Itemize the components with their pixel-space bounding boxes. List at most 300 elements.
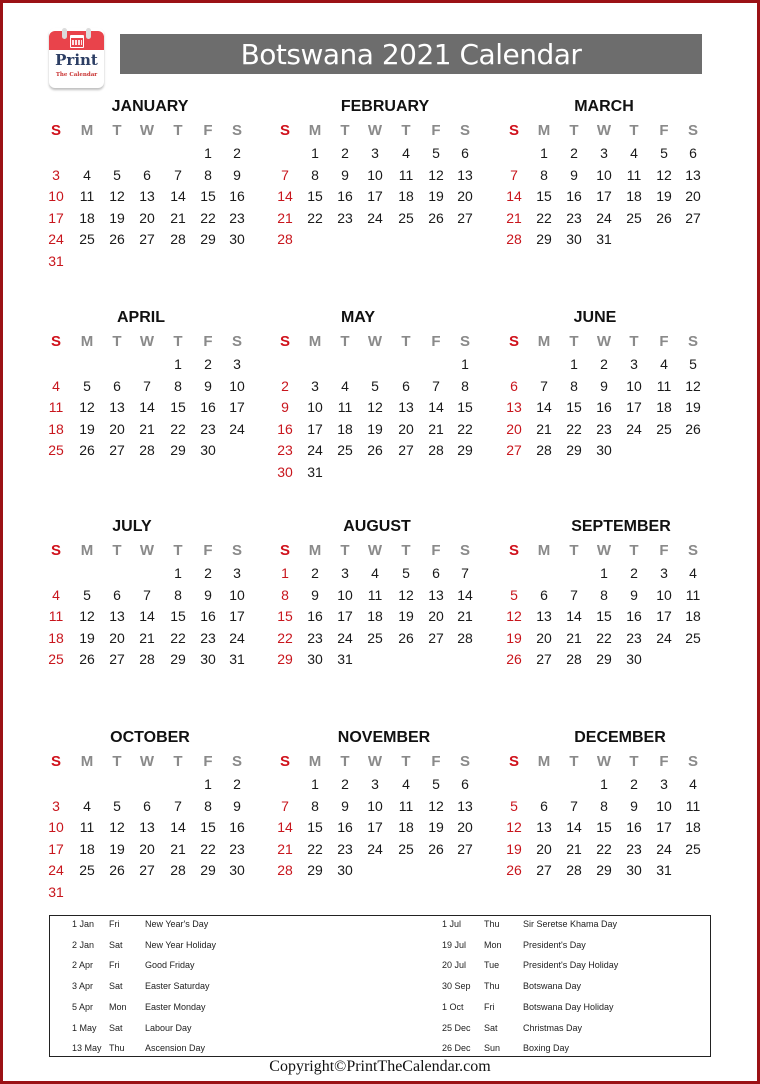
day-cell[interactable]: 17 [307, 420, 323, 437]
day-cell[interactable]: 3 [630, 356, 638, 372]
day-cell[interactable]: 20 [457, 819, 473, 836]
day-cell[interactable]: 4 [83, 797, 91, 814]
day-cell[interactable]: 15 [536, 188, 552, 205]
day-cell[interactable]: 20 [428, 608, 444, 625]
day-cell[interactable]: 17 [626, 399, 642, 416]
day-cell[interactable]: 25 [398, 209, 414, 226]
day-cell[interactable]: 3 [52, 797, 60, 814]
day-cell[interactable]: 20 [109, 629, 125, 646]
day-cell[interactable]: 21 [506, 209, 522, 226]
day-cell[interactable]: 27 [457, 840, 473, 857]
day-cell[interactable]: 20 [139, 209, 155, 226]
day-cell[interactable]: 17 [596, 188, 612, 205]
day-cell[interactable]: 4 [52, 586, 60, 603]
day-cell[interactable]: 19 [109, 840, 125, 857]
day-cell[interactable]: 21 [139, 420, 155, 437]
day-cell[interactable]: 30 [596, 442, 612, 459]
day-cell[interactable]: 25 [48, 442, 64, 459]
day-cell[interactable]: 7 [281, 166, 289, 183]
day-cell[interactable]: 18 [656, 399, 672, 416]
day-cell[interactable]: 16 [337, 188, 353, 205]
day-cell[interactable]: 25 [337, 442, 353, 459]
day-cell[interactable]: 12 [398, 586, 414, 603]
day-cell[interactable]: 15 [170, 608, 186, 625]
day-cell[interactable]: 22 [307, 840, 323, 857]
day-cell[interactable]: 18 [398, 188, 414, 205]
day-cell[interactable]: 28 [277, 231, 293, 248]
day-cell[interactable]: 31 [656, 862, 672, 879]
day-cell[interactable]: 11 [79, 188, 95, 205]
day-cell[interactable]: 1 [540, 145, 548, 161]
day-cell[interactable]: 24 [48, 862, 64, 879]
day-cell[interactable]: 12 [109, 819, 125, 836]
day-cell[interactable]: 21 [457, 608, 473, 625]
day-cell[interactable]: 9 [233, 797, 241, 814]
day-cell[interactable]: 27 [457, 209, 473, 226]
day-cell[interactable]: 27 [139, 862, 155, 879]
day-cell[interactable]: 7 [540, 377, 548, 394]
day-cell[interactable]: 24 [656, 840, 672, 857]
day-cell[interactable]: 13 [536, 608, 552, 625]
day-cell[interactable]: 24 [656, 629, 672, 646]
day-cell[interactable]: 31 [48, 884, 64, 900]
day-cell[interactable]: 29 [277, 651, 293, 668]
day-cell[interactable]: 3 [341, 565, 349, 581]
day-cell[interactable]: 13 [428, 586, 444, 603]
day-cell[interactable]: 14 [536, 399, 552, 416]
day-cell[interactable]: 16 [566, 188, 582, 205]
day-cell[interactable]: 11 [626, 166, 642, 183]
day-cell[interactable]: 26 [367, 442, 383, 459]
day-cell[interactable]: 2 [570, 145, 578, 161]
day-cell[interactable]: 26 [398, 629, 414, 646]
day-cell[interactable]: 30 [626, 651, 642, 668]
day-cell[interactable]: 2 [233, 776, 241, 792]
day-cell[interactable]: 4 [83, 166, 91, 183]
day-cell[interactable]: 19 [656, 188, 672, 205]
day-cell[interactable]: 28 [170, 862, 186, 879]
day-cell[interactable]: 4 [52, 377, 60, 394]
day-cell[interactable]: 10 [307, 399, 323, 416]
day-cell[interactable]: 26 [79, 651, 95, 668]
day-cell[interactable]: 2 [204, 356, 212, 372]
day-cell[interactable]: 6 [540, 586, 548, 603]
day-cell[interactable]: 25 [656, 420, 672, 437]
day-cell[interactable]: 30 [566, 231, 582, 248]
day-cell[interactable]: 30 [337, 862, 353, 879]
day-cell[interactable]: 20 [685, 188, 701, 205]
day-cell[interactable]: 8 [174, 586, 182, 603]
day-cell[interactable]: 8 [174, 377, 182, 394]
day-cell[interactable]: 23 [337, 840, 353, 857]
day-cell[interactable]: 19 [506, 629, 522, 646]
day-cell[interactable]: 10 [229, 586, 245, 603]
day-cell[interactable]: 5 [432, 776, 440, 792]
day-cell[interactable]: 9 [630, 797, 638, 814]
day-cell[interactable]: 28 [277, 862, 293, 879]
day-cell[interactable]: 21 [170, 209, 186, 226]
day-cell[interactable]: 29 [307, 862, 323, 879]
day-cell[interactable]: 11 [79, 819, 95, 836]
day-cell[interactable]: 23 [307, 629, 323, 646]
day-cell[interactable]: 1 [600, 565, 608, 581]
day-cell[interactable]: 15 [170, 399, 186, 416]
day-cell[interactable]: 22 [596, 840, 612, 857]
day-cell[interactable]: 20 [398, 420, 414, 437]
day-cell[interactable]: 24 [229, 420, 245, 437]
day-cell[interactable]: 23 [566, 209, 582, 226]
day-cell[interactable]: 7 [570, 586, 578, 603]
day-cell[interactable]: 1 [204, 776, 212, 792]
day-cell[interactable]: 20 [506, 420, 522, 437]
day-cell[interactable]: 10 [367, 797, 383, 814]
day-cell[interactable]: 6 [113, 377, 121, 394]
day-cell[interactable]: 1 [600, 776, 608, 792]
day-cell[interactable]: 13 [506, 399, 522, 416]
day-cell[interactable]: 13 [536, 819, 552, 836]
day-cell[interactable]: 24 [337, 629, 353, 646]
day-cell[interactable]: 12 [79, 399, 95, 416]
day-cell[interactable]: 19 [79, 420, 95, 437]
day-cell[interactable]: 23 [626, 629, 642, 646]
day-cell[interactable]: 28 [139, 442, 155, 459]
day-cell[interactable]: 1 [461, 356, 469, 372]
day-cell[interactable]: 27 [685, 209, 701, 226]
day-cell[interactable]: 7 [432, 377, 440, 394]
day-cell[interactable]: 16 [596, 399, 612, 416]
day-cell[interactable]: 17 [48, 209, 64, 226]
day-cell[interactable]: 20 [109, 420, 125, 437]
day-cell[interactable]: 28 [566, 651, 582, 668]
day-cell[interactable]: 24 [367, 840, 383, 857]
day-cell[interactable]: 18 [626, 188, 642, 205]
day-cell[interactable]: 9 [341, 166, 349, 183]
day-cell[interactable]: 22 [200, 209, 216, 226]
day-cell[interactable]: 14 [566, 608, 582, 625]
day-cell[interactable]: 3 [600, 145, 608, 161]
day-cell[interactable]: 10 [48, 819, 64, 836]
day-cell[interactable]: 5 [113, 797, 121, 814]
day-cell[interactable]: 17 [367, 819, 383, 836]
day-cell[interactable]: 14 [506, 188, 522, 205]
day-cell[interactable]: 29 [170, 651, 186, 668]
day-cell[interactable]: 14 [139, 399, 155, 416]
day-cell[interactable]: 12 [428, 797, 444, 814]
day-cell[interactable]: 28 [506, 231, 522, 248]
day-cell[interactable]: 2 [630, 565, 638, 581]
day-cell[interactable]: 21 [139, 629, 155, 646]
day-cell[interactable]: 12 [685, 377, 701, 394]
day-cell[interactable]: 18 [337, 420, 353, 437]
day-cell[interactable]: 30 [200, 442, 216, 459]
day-cell[interactable]: 2 [341, 145, 349, 161]
day-cell[interactable]: 7 [461, 565, 469, 581]
day-cell[interactable]: 28 [170, 231, 186, 248]
day-cell[interactable]: 13 [109, 399, 125, 416]
day-cell[interactable]: 5 [402, 565, 410, 581]
day-cell[interactable]: 6 [113, 586, 121, 603]
day-cell[interactable]: 31 [337, 651, 353, 668]
day-cell[interactable]: 19 [398, 608, 414, 625]
day-cell[interactable]: 9 [204, 586, 212, 603]
day-cell[interactable]: 18 [48, 629, 64, 646]
day-cell[interactable]: 11 [337, 399, 353, 416]
day-cell[interactable]: 25 [685, 629, 701, 646]
day-cell[interactable]: 16 [200, 608, 216, 625]
day-cell[interactable]: 15 [307, 188, 323, 205]
day-cell[interactable]: 14 [566, 819, 582, 836]
day-cell[interactable]: 26 [506, 862, 522, 879]
day-cell[interactable]: 27 [428, 629, 444, 646]
day-cell[interactable]: 28 [139, 651, 155, 668]
day-cell[interactable]: 13 [398, 399, 414, 416]
day-cell[interactable]: 4 [689, 565, 697, 581]
day-cell[interactable]: 29 [596, 651, 612, 668]
day-cell[interactable]: 24 [626, 420, 642, 437]
day-cell[interactable]: 24 [367, 209, 383, 226]
day-cell[interactable]: 14 [170, 188, 186, 205]
day-cell[interactable]: 13 [685, 166, 701, 183]
day-cell[interactable]: 1 [570, 356, 578, 372]
day-cell[interactable]: 3 [660, 776, 668, 792]
day-cell[interactable]: 2 [600, 356, 608, 372]
day-cell[interactable]: 12 [109, 188, 125, 205]
day-cell[interactable]: 1 [204, 145, 212, 161]
day-cell[interactable]: 15 [457, 399, 473, 416]
day-cell[interactable]: 13 [457, 166, 473, 183]
day-cell[interactable]: 14 [277, 188, 293, 205]
day-cell[interactable]: 23 [626, 840, 642, 857]
day-cell[interactable]: 1 [281, 565, 289, 581]
day-cell[interactable]: 11 [656, 377, 672, 394]
day-cell[interactable]: 8 [204, 797, 212, 814]
day-cell[interactable]: 23 [200, 420, 216, 437]
day-cell[interactable]: 15 [277, 608, 293, 625]
day-cell[interactable]: 1 [311, 776, 319, 792]
day-cell[interactable]: 7 [174, 166, 182, 183]
day-cell[interactable]: 8 [204, 166, 212, 183]
day-cell[interactable]: 21 [170, 840, 186, 857]
day-cell[interactable]: 12 [506, 608, 522, 625]
day-cell[interactable]: 15 [596, 608, 612, 625]
day-cell[interactable]: 5 [371, 377, 379, 394]
day-cell[interactable]: 3 [371, 145, 379, 161]
day-cell[interactable]: 5 [432, 145, 440, 161]
day-cell[interactable]: 21 [536, 420, 552, 437]
day-cell[interactable]: 12 [428, 166, 444, 183]
day-cell[interactable]: 4 [689, 776, 697, 792]
day-cell[interactable]: 16 [307, 608, 323, 625]
day-cell[interactable]: 3 [52, 166, 60, 183]
day-cell[interactable]: 14 [277, 819, 293, 836]
day-cell[interactable]: 6 [461, 145, 469, 161]
day-cell[interactable]: 20 [536, 840, 552, 857]
day-cell[interactable]: 23 [337, 209, 353, 226]
day-cell[interactable]: 25 [48, 651, 64, 668]
day-cell[interactable]: 14 [170, 819, 186, 836]
day-cell[interactable]: 18 [79, 209, 95, 226]
day-cell[interactable]: 31 [48, 253, 64, 269]
day-cell[interactable]: 18 [685, 819, 701, 836]
day-cell[interactable]: 30 [229, 231, 245, 248]
day-cell[interactable]: 3 [311, 377, 319, 394]
day-cell[interactable]: 25 [626, 209, 642, 226]
day-cell[interactable]: 7 [510, 166, 518, 183]
day-cell[interactable]: 31 [596, 231, 612, 248]
day-cell[interactable]: 23 [200, 629, 216, 646]
day-cell[interactable]: 22 [307, 209, 323, 226]
day-cell[interactable]: 25 [398, 840, 414, 857]
day-cell[interactable]: 10 [656, 586, 672, 603]
day-cell[interactable]: 11 [48, 608, 64, 625]
day-cell[interactable]: 23 [277, 442, 293, 459]
day-cell[interactable]: 13 [109, 608, 125, 625]
day-cell[interactable]: 28 [566, 862, 582, 879]
day-cell[interactable]: 22 [596, 629, 612, 646]
day-cell[interactable]: 22 [566, 420, 582, 437]
day-cell[interactable]: 6 [402, 377, 410, 394]
day-cell[interactable]: 31 [229, 651, 245, 668]
day-cell[interactable]: 1 [174, 565, 182, 581]
day-cell[interactable]: 17 [367, 188, 383, 205]
day-cell[interactable]: 27 [109, 651, 125, 668]
day-cell[interactable]: 5 [83, 586, 91, 603]
day-cell[interactable]: 2 [233, 145, 241, 161]
day-cell[interactable]: 5 [660, 145, 668, 161]
day-cell[interactable]: 6 [510, 377, 518, 394]
day-cell[interactable]: 5 [83, 377, 91, 394]
day-cell[interactable]: 10 [48, 188, 64, 205]
day-cell[interactable]: 5 [113, 166, 121, 183]
day-cell[interactable]: 15 [200, 188, 216, 205]
day-cell[interactable]: 27 [398, 442, 414, 459]
day-cell[interactable]: 1 [174, 356, 182, 372]
day-cell[interactable]: 11 [398, 166, 414, 183]
day-cell[interactable]: 3 [660, 565, 668, 581]
day-cell[interactable]: 10 [656, 797, 672, 814]
day-cell[interactable]: 29 [200, 862, 216, 879]
day-cell[interactable]: 27 [109, 442, 125, 459]
day-cell[interactable]: 26 [685, 420, 701, 437]
day-cell[interactable]: 9 [630, 586, 638, 603]
day-cell[interactable]: 21 [277, 840, 293, 857]
day-cell[interactable]: 28 [536, 442, 552, 459]
day-cell[interactable]: 3 [233, 356, 241, 372]
day-cell[interactable]: 25 [79, 231, 95, 248]
day-cell[interactable]: 8 [461, 377, 469, 394]
day-cell[interactable]: 22 [200, 840, 216, 857]
day-cell[interactable]: 22 [457, 420, 473, 437]
day-cell[interactable]: 8 [600, 797, 608, 814]
day-cell[interactable]: 22 [277, 629, 293, 646]
day-cell[interactable]: 19 [367, 420, 383, 437]
day-cell[interactable]: 26 [656, 209, 672, 226]
day-cell[interactable]: 23 [229, 209, 245, 226]
day-cell[interactable]: 2 [281, 377, 289, 394]
day-cell[interactable]: 16 [200, 399, 216, 416]
day-cell[interactable]: 26 [506, 651, 522, 668]
day-cell[interactable]: 9 [311, 586, 319, 603]
day-cell[interactable]: 5 [510, 797, 518, 814]
day-cell[interactable]: 25 [79, 862, 95, 879]
day-cell[interactable]: 3 [233, 565, 241, 581]
day-cell[interactable]: 9 [341, 797, 349, 814]
day-cell[interactable]: 12 [367, 399, 383, 416]
day-cell[interactable]: 16 [229, 188, 245, 205]
day-cell[interactable]: 4 [402, 145, 410, 161]
day-cell[interactable]: 21 [566, 840, 582, 857]
day-cell[interactable]: 10 [229, 377, 245, 394]
day-cell[interactable]: 8 [311, 166, 319, 183]
day-cell[interactable]: 27 [536, 862, 552, 879]
day-cell[interactable]: 19 [428, 819, 444, 836]
day-cell[interactable]: 18 [48, 420, 64, 437]
day-cell[interactable]: 8 [600, 586, 608, 603]
day-cell[interactable]: 11 [398, 797, 414, 814]
day-cell[interactable]: 9 [570, 166, 578, 183]
day-cell[interactable]: 11 [685, 586, 701, 603]
day-cell[interactable]: 24 [48, 231, 64, 248]
day-cell[interactable]: 12 [656, 166, 672, 183]
day-cell[interactable]: 24 [596, 209, 612, 226]
day-cell[interactable]: 8 [540, 166, 548, 183]
day-cell[interactable]: 30 [277, 464, 293, 480]
day-cell[interactable]: 21 [428, 420, 444, 437]
day-cell[interactable]: 29 [170, 442, 186, 459]
day-cell[interactable]: 17 [656, 608, 672, 625]
day-cell[interactable]: 29 [596, 862, 612, 879]
day-cell[interactable]: 11 [685, 797, 701, 814]
day-cell[interactable]: 4 [341, 377, 349, 394]
day-cell[interactable]: 18 [79, 840, 95, 857]
day-cell[interactable]: 26 [428, 209, 444, 226]
day-cell[interactable]: 12 [79, 608, 95, 625]
day-cell[interactable]: 28 [457, 629, 473, 646]
day-cell[interactable]: 26 [79, 442, 95, 459]
day-cell[interactable]: 16 [337, 819, 353, 836]
day-cell[interactable]: 9 [281, 399, 289, 416]
day-cell[interactable]: 6 [143, 166, 151, 183]
day-cell[interactable]: 12 [506, 819, 522, 836]
day-cell[interactable]: 28 [428, 442, 444, 459]
day-cell[interactable]: 23 [229, 840, 245, 857]
day-cell[interactable]: 15 [566, 399, 582, 416]
day-cell[interactable]: 10 [626, 377, 642, 394]
day-cell[interactable]: 17 [48, 840, 64, 857]
day-cell[interactable]: 30 [229, 862, 245, 879]
day-cell[interactable]: 25 [685, 840, 701, 857]
day-cell[interactable]: 20 [457, 188, 473, 205]
day-cell[interactable]: 22 [170, 420, 186, 437]
day-cell[interactable]: 19 [109, 209, 125, 226]
day-cell[interactable]: 1 [311, 145, 319, 161]
day-cell[interactable]: 29 [457, 442, 473, 459]
day-cell[interactable]: 9 [600, 377, 608, 394]
day-cell[interactable]: 9 [204, 377, 212, 394]
day-cell[interactable]: 26 [109, 231, 125, 248]
day-cell[interactable]: 29 [200, 231, 216, 248]
day-cell[interactable]: 30 [200, 651, 216, 668]
day-cell[interactable]: 21 [277, 209, 293, 226]
day-cell[interactable]: 10 [596, 166, 612, 183]
day-cell[interactable]: 9 [233, 166, 241, 183]
day-cell[interactable]: 29 [536, 231, 552, 248]
day-cell[interactable]: 8 [311, 797, 319, 814]
day-cell[interactable]: 11 [367, 586, 383, 603]
day-cell[interactable]: 27 [536, 651, 552, 668]
day-cell[interactable]: 22 [170, 629, 186, 646]
day-cell[interactable]: 19 [428, 188, 444, 205]
